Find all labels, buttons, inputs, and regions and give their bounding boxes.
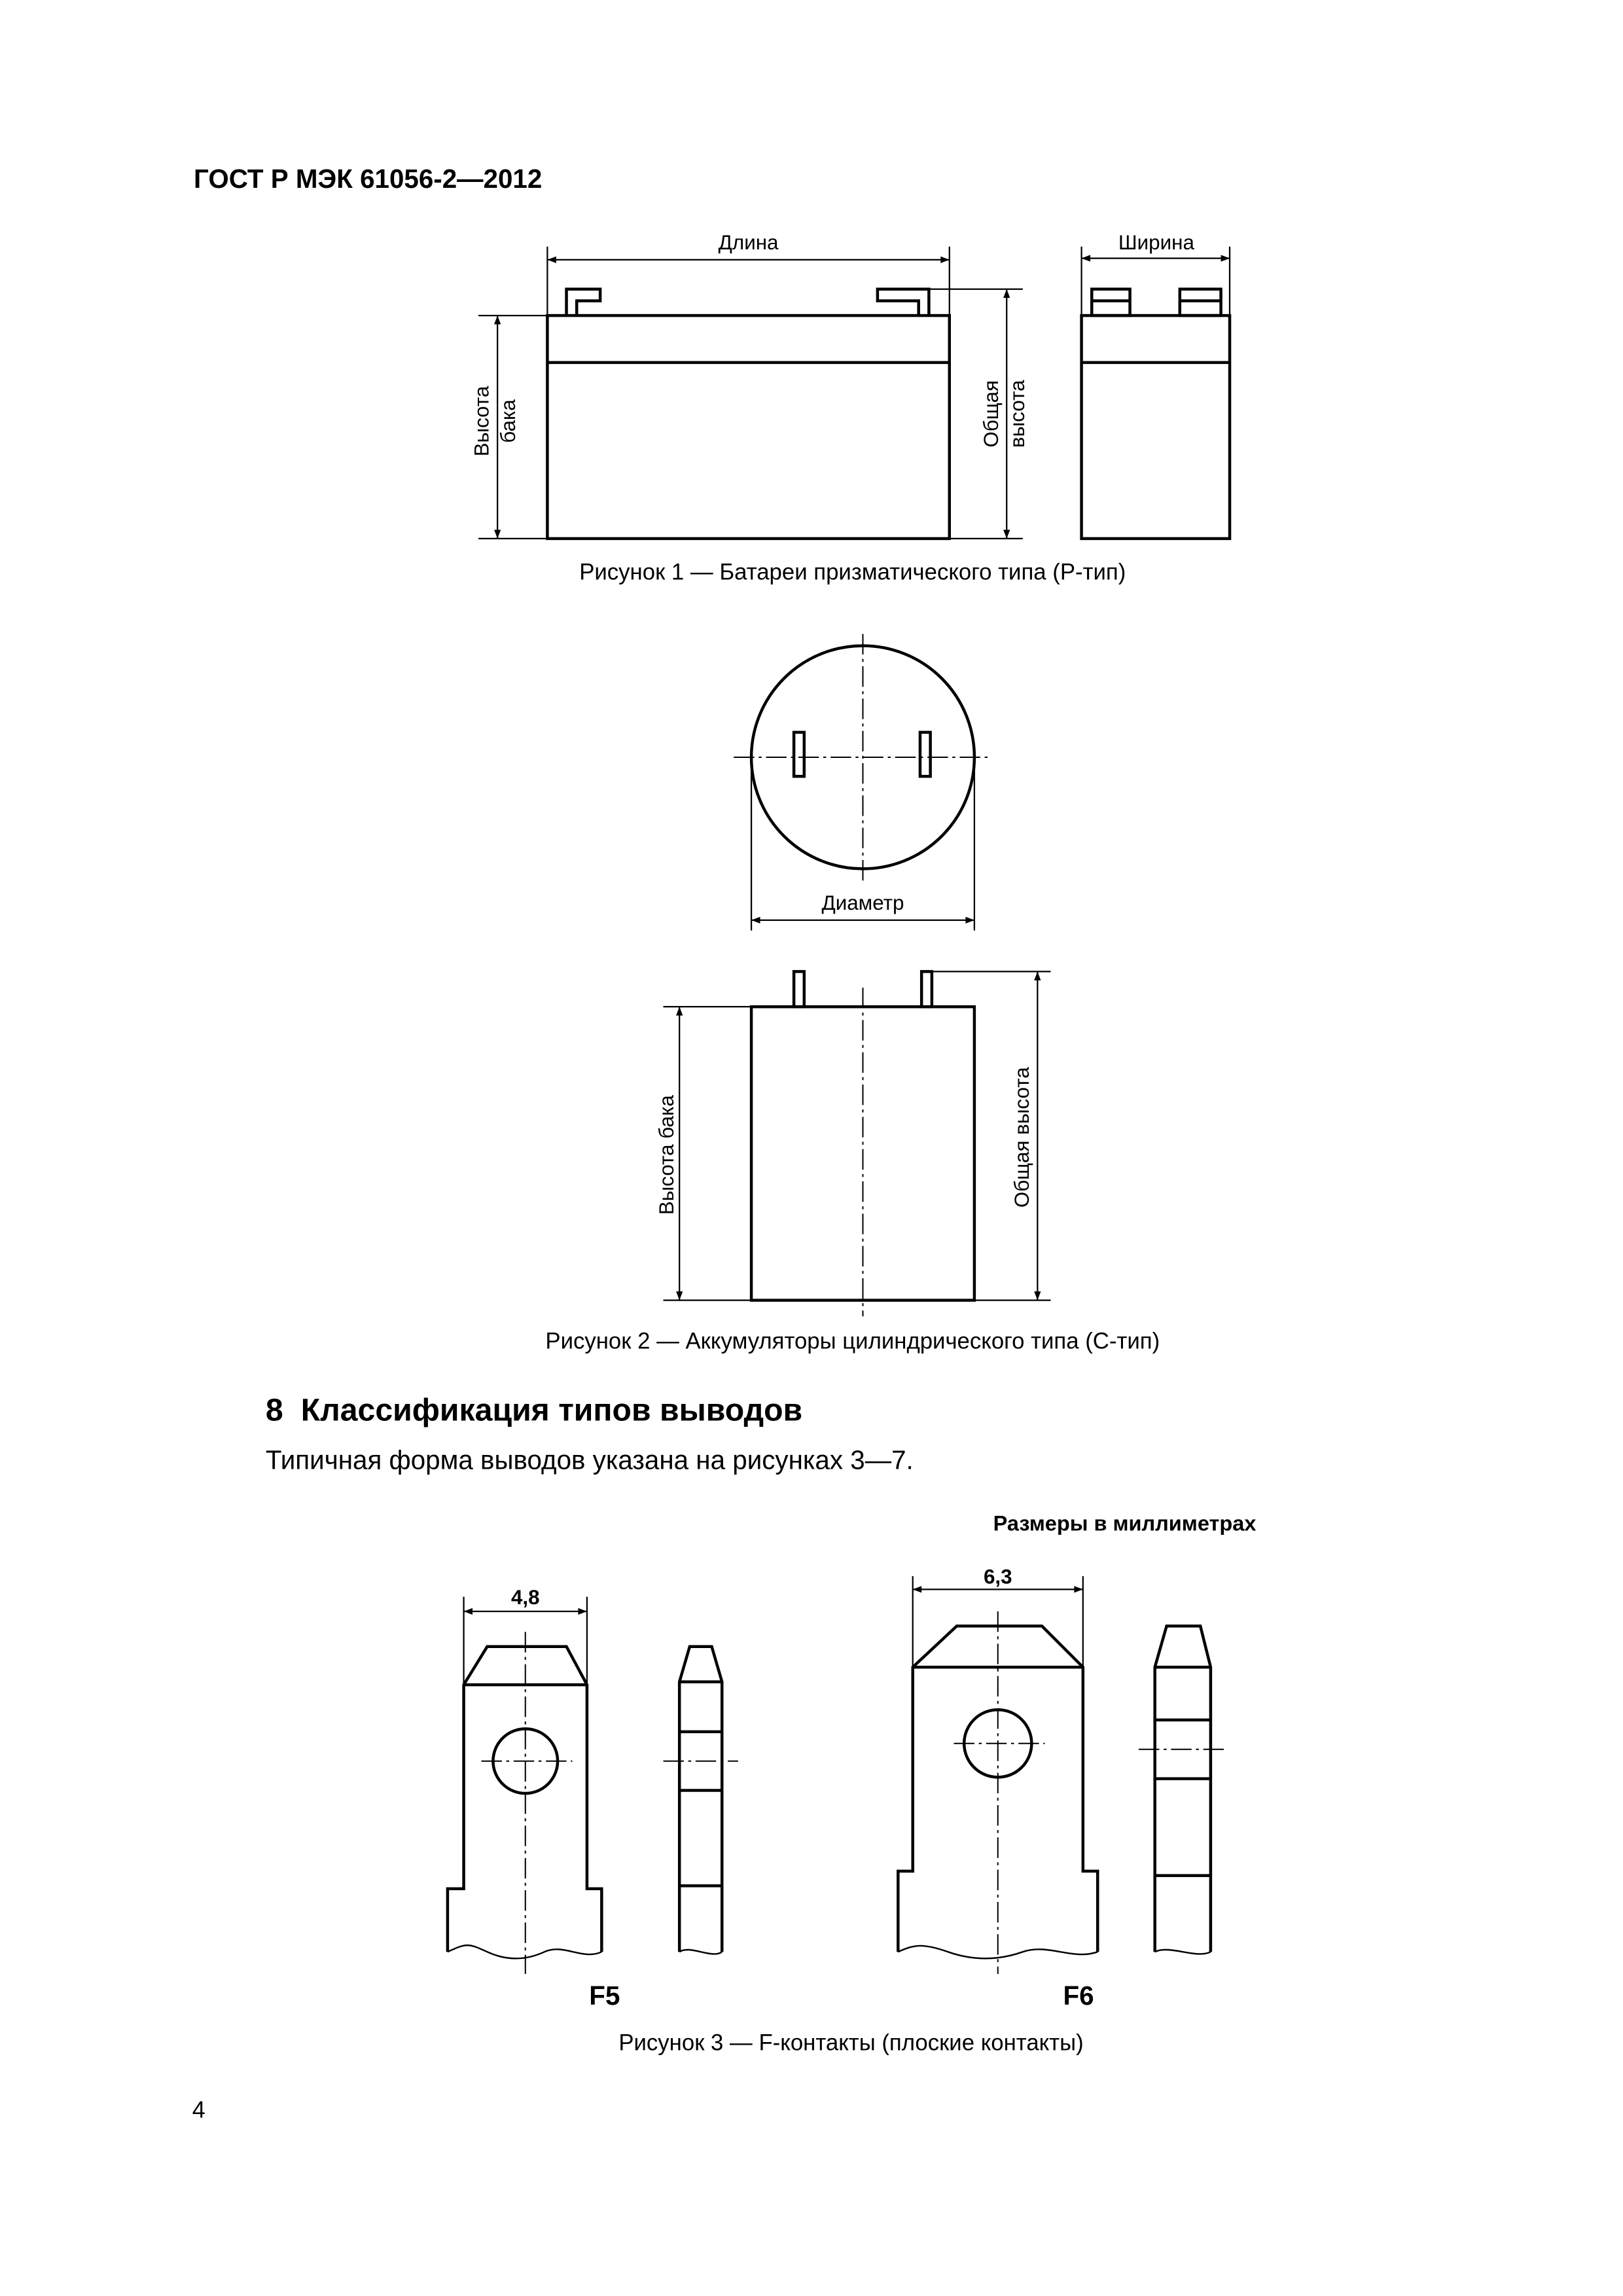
f5-width-value: 4,8	[510, 1585, 540, 1609]
width-label: Ширина	[1118, 231, 1194, 255]
cell-total-height-label: Общая высота	[1010, 1067, 1033, 1208]
f6-width-value: 6,3	[983, 1565, 1012, 1588]
f5-label: F5	[589, 1980, 620, 2011]
page-number: 4	[192, 2096, 205, 2123]
tank-height-label-line-1: Высота	[470, 386, 493, 457]
f6-label: F6	[1063, 1980, 1094, 2011]
section-number: 8	[265, 1392, 283, 1428]
figure-2-caption: Рисунок 2 — Аккумуляторы цилиндрического типа (С-тип)	[545, 1329, 1160, 1354]
section-body-text: Типичная форма выводов указана на рисунках 3—7.	[265, 1444, 914, 1475]
total-height-label-line-1: Общая	[979, 380, 1003, 448]
figure-1-caption: Рисунок 1 — Батареи призматического типа (Р-тип)	[579, 560, 1126, 585]
cell-tank-height-label: Высота бака	[655, 1095, 679, 1215]
figure-3-caption: Рисунок 3 — F-контакты (плоские контакты)	[618, 2030, 1084, 2056]
total-height-label-line-2: высота	[1006, 380, 1029, 448]
document-header-code: ГОСТ Р МЭК 61056-2—2012	[194, 164, 543, 194]
tank-height-label-line-2: бака	[497, 399, 520, 443]
units-note: Размеры в миллиметрах	[993, 1511, 1257, 1535]
diameter-label: Диаметр	[821, 891, 904, 915]
section-title: Классификация типов выводов	[300, 1392, 803, 1428]
length-label: Длина	[718, 231, 779, 255]
